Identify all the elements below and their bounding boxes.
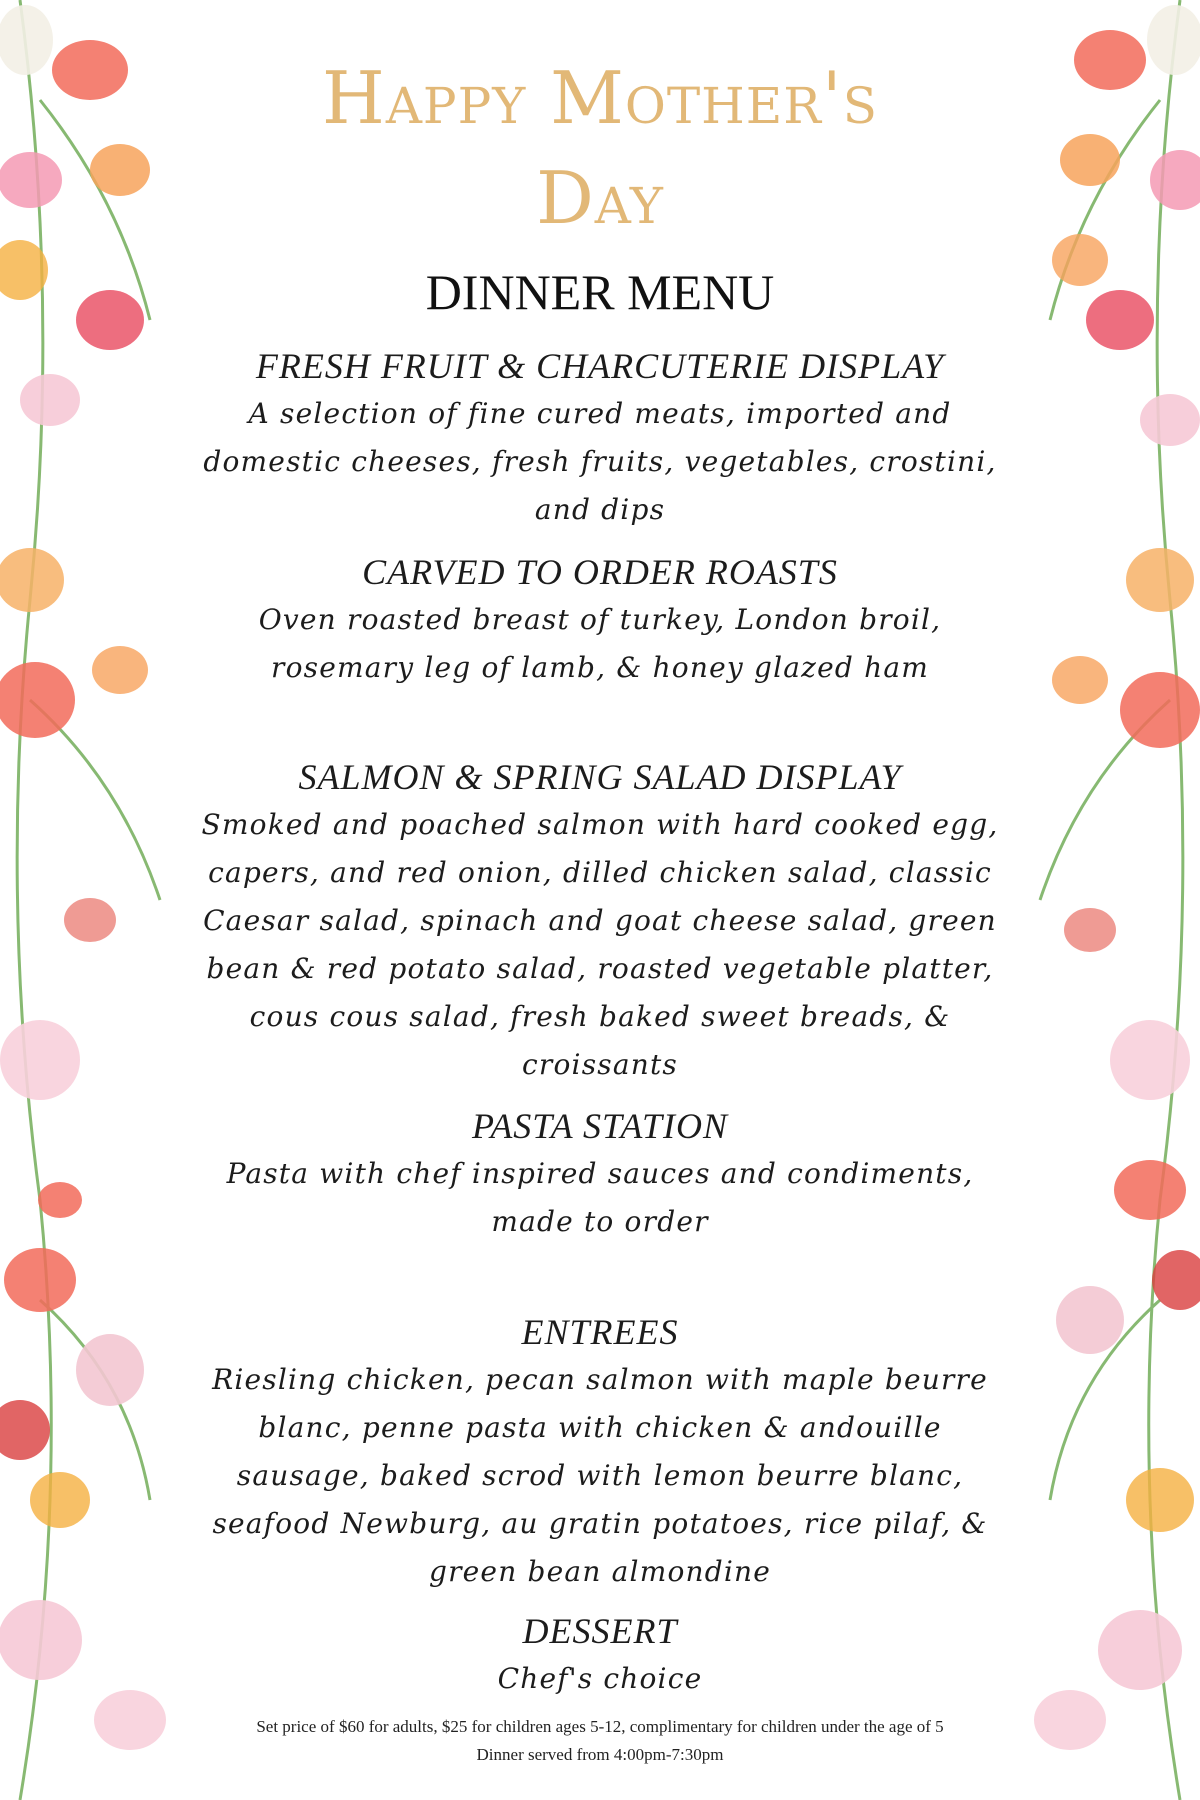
menu-section-roasts <box>190 548 1010 692</box>
menu-section-dessert <box>190 1607 1010 1703</box>
page-title <box>190 48 1010 248</box>
section-description: A selection of fine cured meats, imported and domestic cheeses, fresh fruits, vegetables, crostini, and dips <box>203 397 997 526</box>
section-title: SALMON & SPRING SALAD DISPLAY <box>298 757 902 797</box>
section-description: Oven roasted breast of turkey, London broil, rosemary leg of lamb, & honey glazed ham <box>258 603 942 684</box>
floral-illustration-left <box>0 0 190 1800</box>
section-description: Riesling chicken, pecan salmon with maple beurre blanc, penne pasta with chicken & andouille sausage, baked scrod with lemon beurre blanc, seafood Newburg, au gratin potatoes, rice pilaf, & green bean almondine <box>212 1363 988 1588</box>
floral-illustration-right <box>1010 0 1200 1800</box>
menu-subtitle: DINNER MENU <box>425 264 775 320</box>
section-title: DESSERT <box>522 1611 678 1651</box>
floral-border-right <box>1010 0 1200 1800</box>
section-description: Pasta with chef inspired sauces and condiments, made to order <box>226 1157 974 1238</box>
section-title: ENTREES <box>521 1312 679 1352</box>
menu-content <box>190 0 1010 1800</box>
hours-note: Dinner served from 4:00pm-7:30pm <box>476 1745 724 1764</box>
title-line-2: Day <box>536 156 664 240</box>
section-description: Smoked and poached salmon with hard cooked egg, capers, and red onion, dilled chicken salad, classic Caesar salad, spinach and goat cheese salad, green bean & red potato salad, roasted vegetable platter, cous cous salad, fresh baked sweet breads, & croissants <box>201 808 999 1081</box>
floral-border-left <box>0 0 190 1800</box>
section-title: CARVED TO ORDER ROASTS <box>362 552 838 592</box>
menu-section-charcuterie <box>190 342 1010 534</box>
price-note: Set price of $60 for adults, $25 for children ages 5-12, complimentary for children under the age of 5 <box>256 1717 944 1736</box>
title-line-1: Happy Mother's <box>322 56 878 140</box>
section-title: FRESH FRUIT & CHARCUTERIE DISPLAY <box>255 346 945 386</box>
menu-section-salmon-salad <box>190 753 1010 1089</box>
footer-notes <box>190 1713 1010 1769</box>
section-title: PASTA STATION <box>471 1106 729 1146</box>
section-description: Chef's choice <box>497 1662 703 1695</box>
menu-section-entrees <box>190 1308 1010 1596</box>
menu-section-pasta <box>190 1102 1010 1246</box>
